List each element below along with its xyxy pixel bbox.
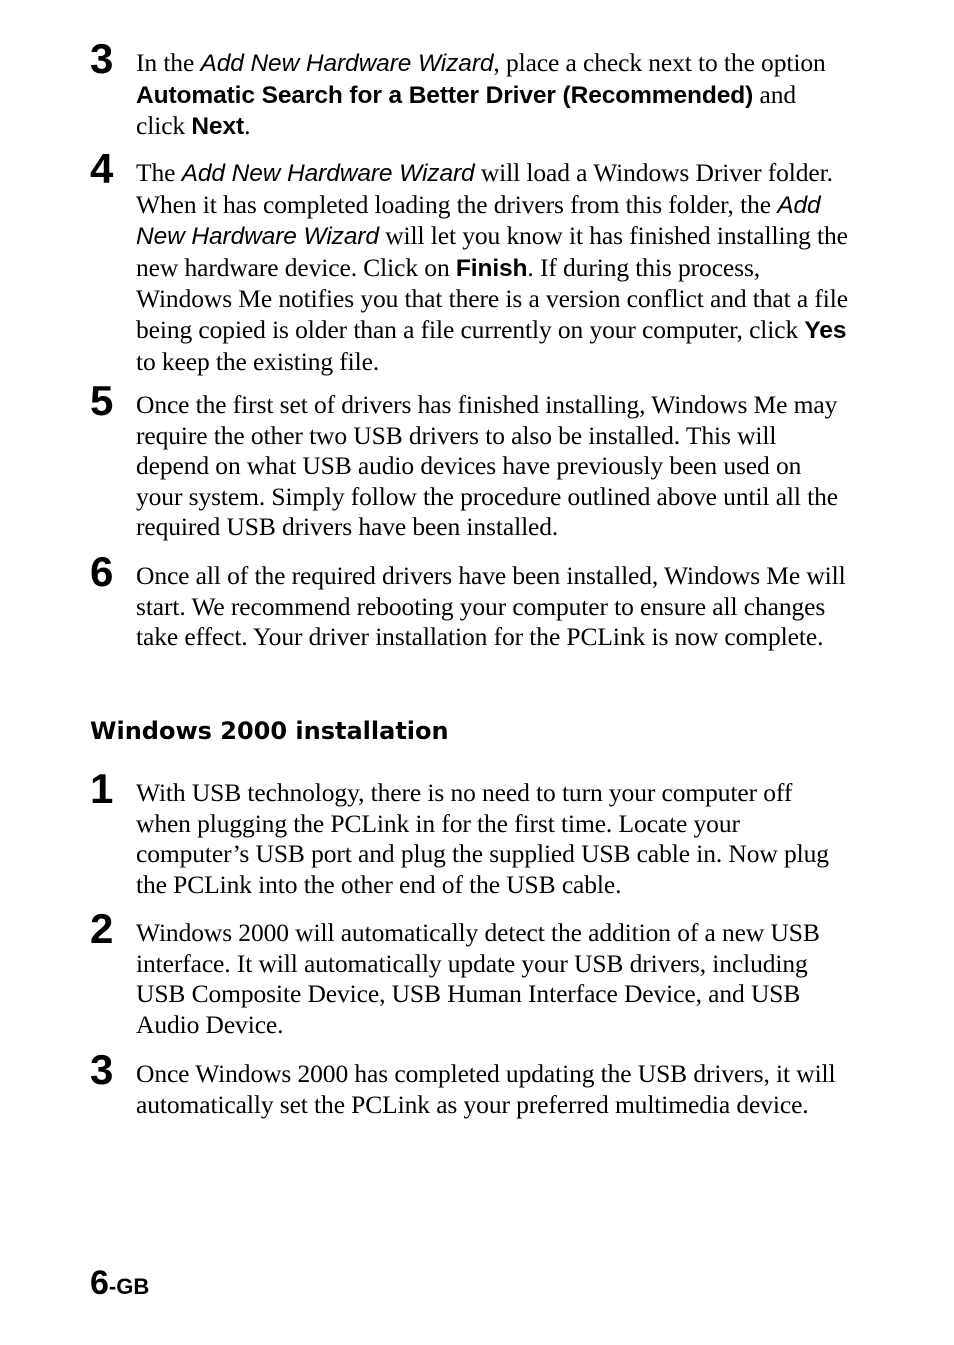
step-3 [90, 35, 850, 143]
text-segment: , place a check next to the option [493, 48, 826, 77]
text-segment: Once Windows 2000 has completed updating the USB drivers, it will automatically set the PCLink as your preferred multimedia device. [136, 1059, 836, 1119]
text-segment: In the [136, 48, 201, 77]
step-5 [90, 377, 850, 543]
step-number: 4 [90, 145, 114, 192]
text-segment: . [244, 111, 251, 141]
win2000-step-2 [90, 905, 850, 1040]
option-label: Automatic Search for a Better Driver (Recommended) [136, 81, 754, 109]
text-segment: Once all of the required drivers have been installed, Windows Me will start. We recommend rebooting your computer to ensure all changes take effect. Your driver installation for the PCLink is now complete. [136, 561, 846, 652]
step-4 [90, 145, 850, 377]
win2000-step-3 [90, 1046, 850, 1120]
next-label: Next [191, 113, 245, 141]
step-6 [90, 548, 850, 653]
page-number [90, 1264, 149, 1303]
text-segment: to keep the existing file. [136, 346, 380, 376]
win2000-step-1 [90, 765, 850, 900]
step-number: 1 [90, 765, 114, 812]
text-segment: will load a Windows Driver folder. When it has completed loading the drivers from this folder, the [136, 158, 833, 219]
text-segment: will let you know it has finished installing the new hardware device. Click on [136, 221, 848, 282]
text-segment: The [136, 158, 182, 187]
page-number-value: 6 [90, 1264, 109, 1302]
wizard-name: Add New Hardware Wizard [181, 160, 475, 187]
step-number: 5 [90, 377, 114, 424]
text-segment: With USB technology, there is no need to turn your computer off when plugging the PCLink in for the first time. Locate your computer’s USB port and plug the supplied USB cable in. Now plug the PCLink into the other end of the USB cable. [136, 778, 829, 899]
step-text [136, 918, 850, 1040]
step-number: 3 [90, 35, 114, 82]
step-text [136, 48, 850, 143]
text-segment: Windows 2000 will automatically detect the addition of a new USB interface. It will automatically update your USB drivers, including USB Composite Device, USB Human Interface Device, and USB Audio Device. [136, 918, 820, 1039]
step-number: 2 [90, 905, 114, 952]
wizard-name: Add New Hardware Wizard [200, 50, 494, 77]
step-text [136, 390, 850, 543]
page-number-suffix: -GB [108, 1274, 150, 1299]
finish-label: Finish [455, 254, 528, 282]
step-number: 6 [90, 548, 114, 595]
wizard-name: Add New Hardware Wizard [136, 191, 821, 251]
step-text [136, 1059, 850, 1120]
text-segment: . If during this process, Windows Me notifies you that there is a version conflict and that a file being copied is older than a file currently on your computer, click [136, 252, 848, 344]
section-heading: Windows 2000 installation [90, 717, 449, 745]
step-number: 3 [90, 1046, 114, 1093]
step-text [136, 561, 850, 653]
step-text [136, 778, 850, 900]
step-text [136, 158, 850, 377]
text-segment: and click [136, 79, 796, 141]
text-segment: Once the first set of drivers has finished installing, Windows Me may require the other two USB drivers to also be installed. This will depend on what USB audio devices have previously been used on your system. Simply follow the procedure outlined above until all the required USB drivers have been installed. [136, 390, 839, 542]
yes-label: Yes [804, 316, 847, 344]
